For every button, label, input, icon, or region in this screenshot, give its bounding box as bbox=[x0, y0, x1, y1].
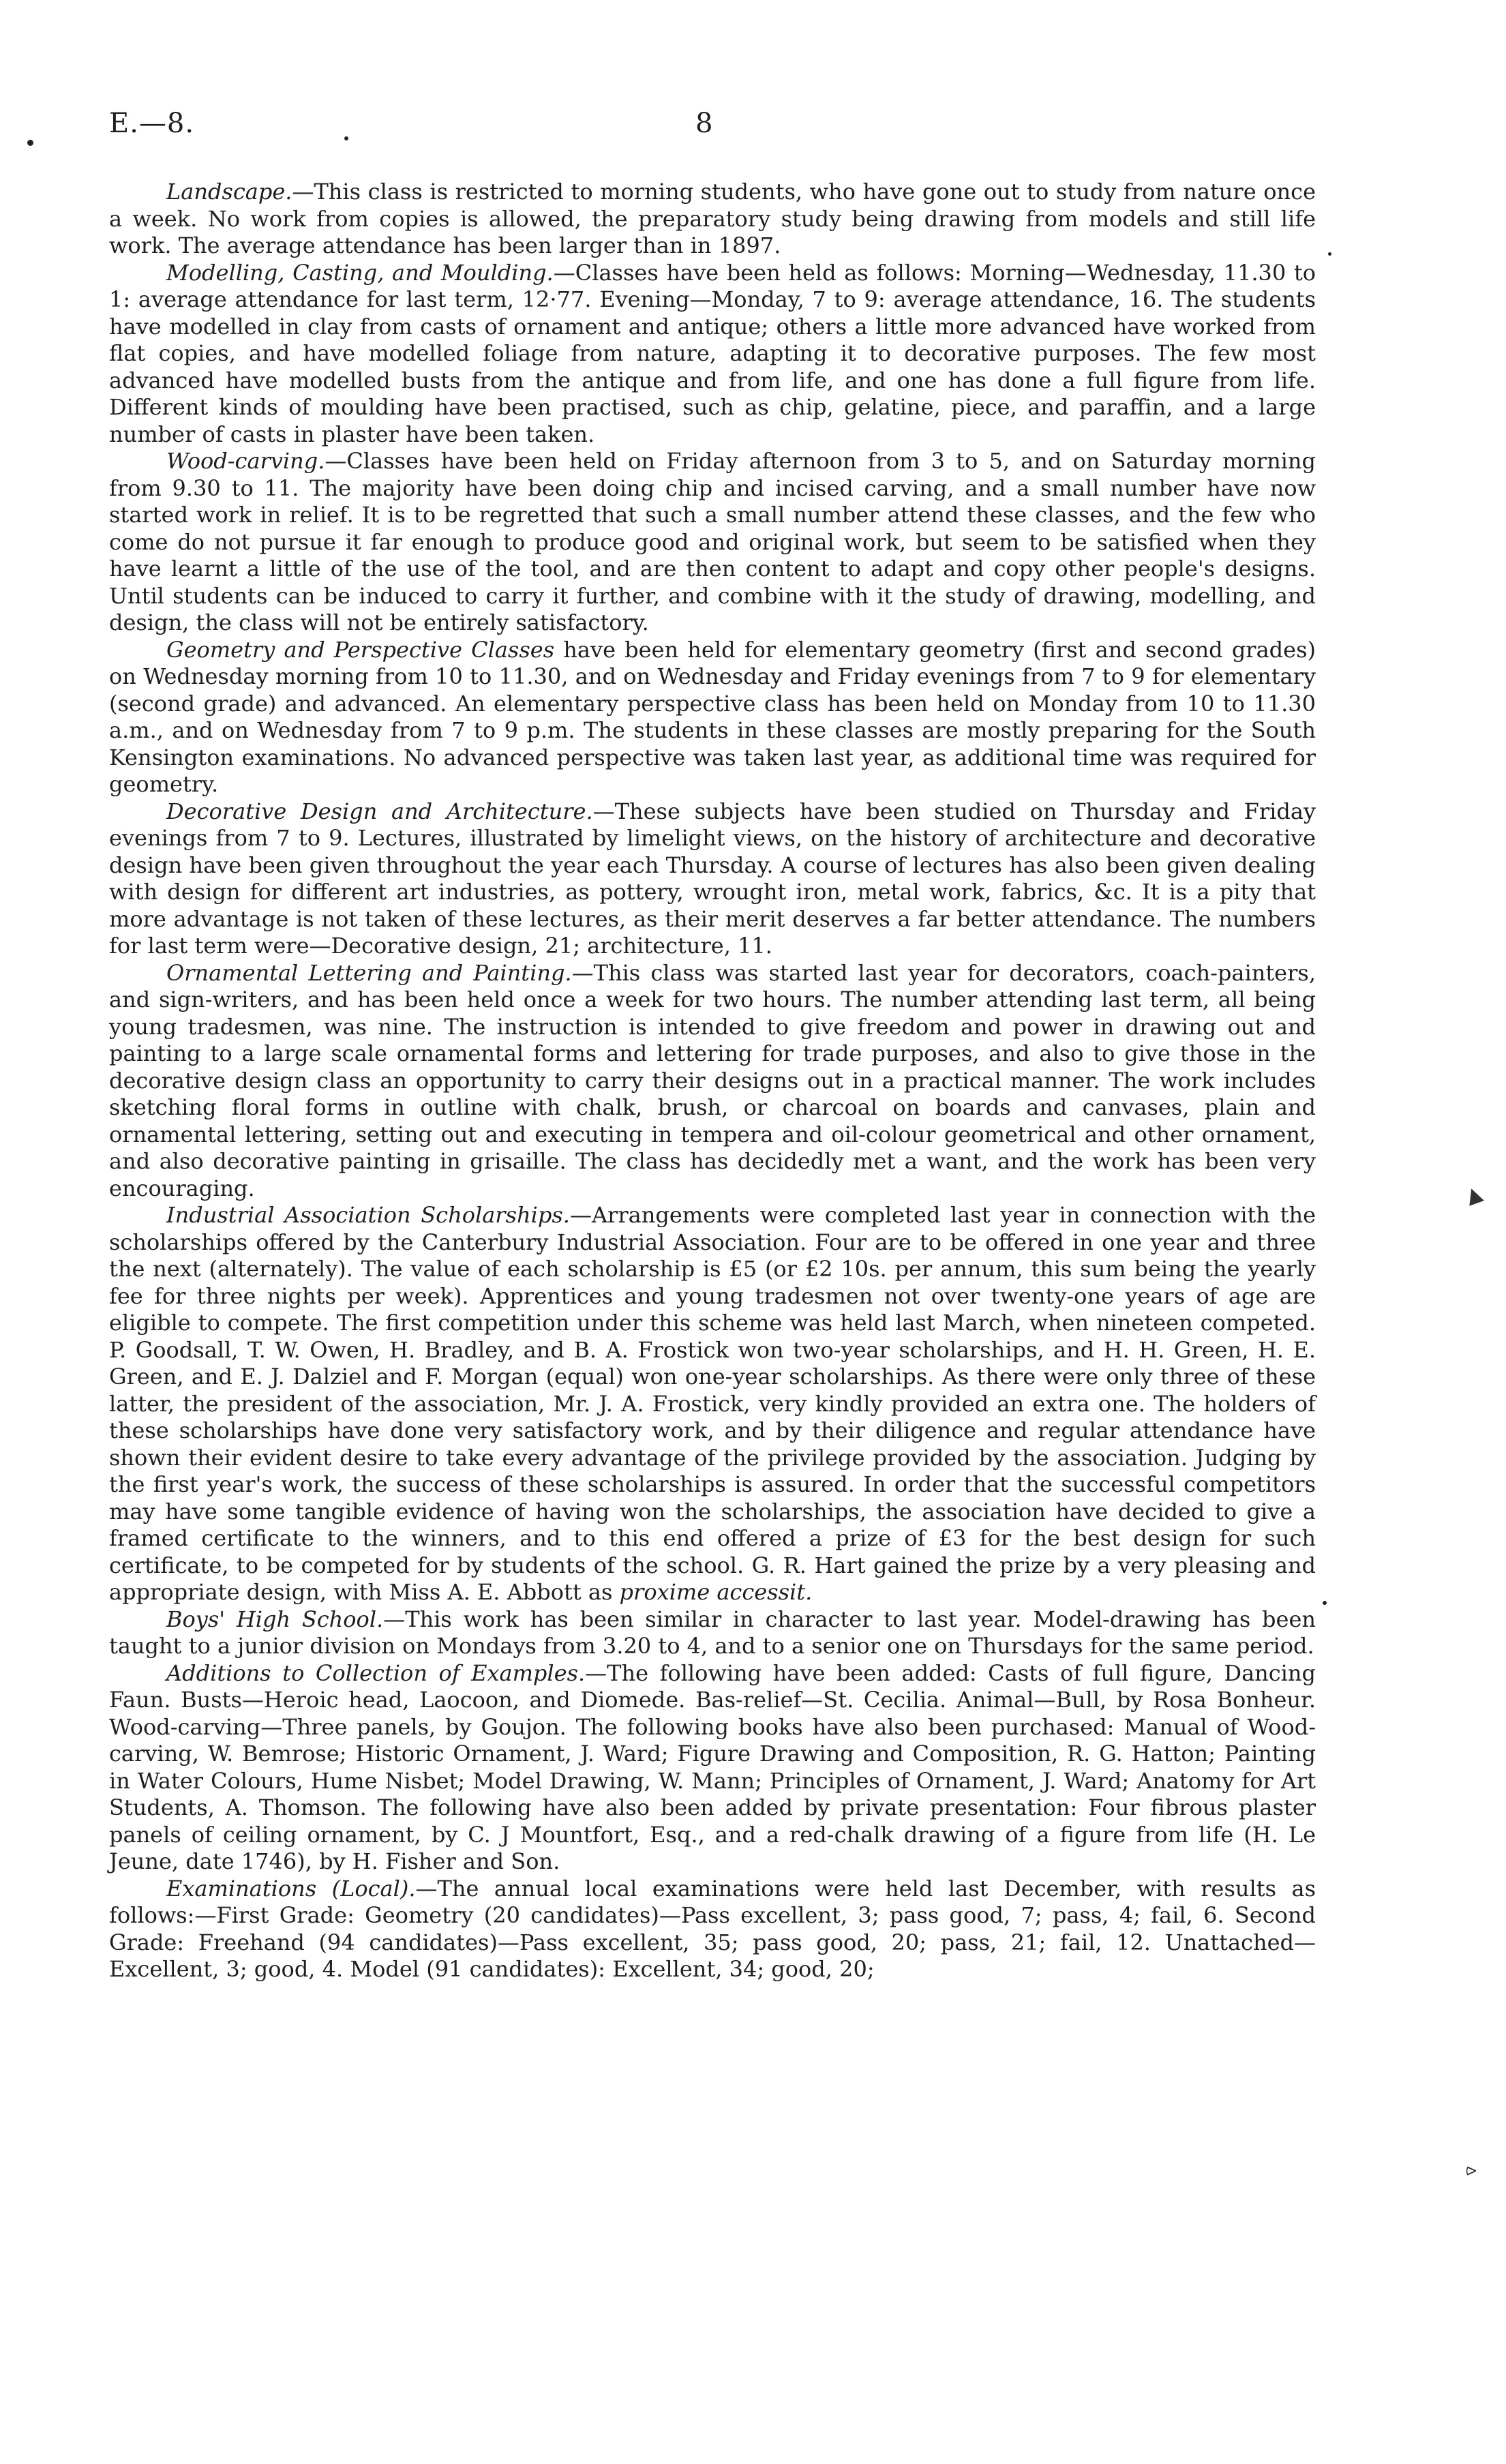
section-text: —This class is restricted to morning students, who have gone out to study from nature once a week. No work from copies is allowed, the preparatory study being drawing from models and still life work. The average attendance has been larger than in 1897. bbox=[109, 179, 1316, 258]
section-heading: Modelling, Casting, and Moulding. bbox=[166, 259, 554, 286]
paragraph-examinations bbox=[109, 1876, 1316, 1983]
print-speck bbox=[1328, 252, 1331, 256]
paragraph-decorative-design bbox=[109, 798, 1316, 960]
print-speck bbox=[27, 140, 33, 146]
section-heading: Geometry and Perspective Classes bbox=[166, 636, 555, 663]
section-heading: Industrial Association Scholarships. bbox=[166, 1202, 570, 1228]
paragraph-wood-carving bbox=[109, 448, 1316, 637]
section-heading: Boys' High School. bbox=[166, 1606, 384, 1632]
paragraph-lettering bbox=[109, 960, 1316, 1203]
section-heading: Landscape. bbox=[166, 179, 292, 205]
section-heading: Decorative Design and Architecture. bbox=[166, 798, 593, 824]
page-header bbox=[102, 108, 1398, 149]
section-heading: Additions to Collection of Examples. bbox=[166, 1659, 586, 1686]
section-heading: Examinations (Local). bbox=[166, 1875, 416, 1902]
print-speck bbox=[344, 136, 348, 140]
paragraph-boys-high-school bbox=[109, 1606, 1316, 1660]
section-text: —The following have been added: Casts of full figure, Dancing Faun. Busts—Heroic head, Laocoon, and Diomede. Bas-relief—St. Cecilia. Animal—Bull, by Rosa Bonheur. Wood-carving—Three panels, by Goujon. The following books have also been purchased: Manual of Wood-carving, W. Bemrose; Historic Ornament, J. Ward; Figure Drawing and Composition, R. G. Hatton; Painting in Water Colours, Hume Nisbet; Model Drawing, W. Mann; Principles of Ornament, J. Ward; Anatomy for Art Students, A. Thomson. The following have also been added by private presentation: Four fibrous plaster panels of ceiling ornament, by C. J Mountfort, Esq., and a red-chalk drawing of a figure from life (H. Le Jeune, date 1746), by H. Fisher and Son. bbox=[109, 1659, 1316, 1874]
margin-mark: ⪧ bbox=[1466, 2158, 1477, 2180]
page-number: 8 bbox=[695, 108, 713, 139]
section-text: —This class was started last year for decorators, coach-painters, and sign-writers, and has been held once a week for two hours. The number attending last term, all being young tradesmen, was nine. The instruction is intended to give freedom and power in drawing out and painting to a large scale ornamental forms and lettering for trade purposes, and also to give those in the decorative design class an opportunity to carry their designs out in a practical manner. The work includes sketching floral forms in outline with chalk, brush, or charcoal on boards and canvases, plain and ornamental lettering, setting out and executing in tempera and oil-colour geometrical and other ornament, and also decorative painting in grisaille. The class has decidedly met a want, and the work has been very encouraging. bbox=[109, 959, 1316, 1201]
document-reference: E.—8. bbox=[109, 108, 195, 139]
print-speck bbox=[1323, 1601, 1327, 1605]
section-text: —These subjects have been studied on Thursday and Friday evenings from 7 to 9. Lectures, illustrated by limelight views, on the history of architecture and decorative design have been given throughout the year each Thursday. A course of lectures has also been given dealing with design for different art industries, as pottery, wrought iron, metal work, fabrics, &c. It is a pity that more advantage is not taken of these lectures, as their merit deserves a far better attendance. The numbers for last term were—Decorative design, 21; architecture, 11. bbox=[109, 798, 1316, 959]
document-body bbox=[109, 179, 1316, 1983]
section-text: —The annual local examinations were held last December, with results as follows:—First Grade: Geometry (20 candidates)—Pass excellent, 3; pass good, 7; pass, 4; fail, 6. Second Grade: Freehand (94 candidates)—Pass excellent, 35; pass good, 20; pass, 21; fail, 12. Unattached—Excellent, 3; good, 4. Model (91 candidates): Excellent, 34; good, 20; bbox=[109, 1875, 1316, 1982]
section-text: —This work has been similar in character to last year. Model-drawing has been taught to a junior division on Mondays from 3.20 to 4, and to a senior one on Thursdays for the same period. bbox=[109, 1606, 1316, 1659]
paragraph-landscape bbox=[109, 179, 1316, 260]
paragraph-geometry bbox=[109, 637, 1316, 798]
section-italic-tail: proxime accessit. bbox=[619, 1579, 813, 1605]
section-text: —Arrangements were completed last year in connection with the scholarships offered by the Canterbury Industrial Association. Four are to be offered in one year and three the next (alternately). The value of each scholarship is £5 (or £2 10s. per annum, this sum being the yearly fee for three nights per week). Apprentices and young tradesmen not over twenty-one years of age are eligible to compete. The first competition under this scheme was held last March, when nineteen competed. P. Goodsall, T. W. Owen, H. Bradley, and B. A. Frostick won two-year scholarships, and H. H. Green, H. E. Green, and E. J. Dalziel and F. Morgan (equal) won one-year scholarships. As there were only three of these latter, the president of the association, Mr. J. A. Frostick, very kindly provided an extra one. The holders of these scholarships have done very satisfactory work, and by their diligence and regular attendance have shown their evident desire to take every advantage of the privilege provided by the association. Judging by the first year's work, the success of these scholarships is assured. In order that the successful competitors may have some tangible evidence of having won the scholarships, the association have decided to give a framed certificate to the winners, and to this end offered a prize of £3 for the best design for such certificate, to be competed for by students of the school. G. R. Hart gained the prize by a very pleasing and appropriate design, with Miss A. E. Abbott as bbox=[109, 1202, 1316, 1605]
section-heading: Wood-carving. bbox=[166, 448, 325, 474]
section-text: —Classes have been held on Friday afternoon from 3 to 5, and on Saturday morning from 9.30 to 11. The majority have been doing chip and incised carving, and a small number have now started work in relief. It is to be regretted that such a small number attend these classes, and the few who come do not pursue it far enough to produce good and original work, but seem to be satisfied when they have learnt a little of the use of the tool, and are then content to adapt and copy other people's designs. Until students can be induced to carry it further, and combine with it the study of drawing, modelling, and design, the class will not be entirely satisfactory. bbox=[109, 448, 1316, 635]
paragraph-modelling bbox=[109, 260, 1316, 449]
paragraph-additions bbox=[109, 1660, 1316, 1876]
margin-mark: ▲ bbox=[1462, 1181, 1486, 1209]
section-text: have been held for elementary geometry (first and second grades) on Wednesday morning from 10 to 11.30, and on Wednesday and Friday evenings from 7 to 9 for elementary (second grade) and advanced. An elementary perspective class has been held on Monday from 10 to 11.30 a.m., and on Wednesday from 7 to 9 p.m. The students in these classes are mostly preparing for the South Kensington examinations. No advanced perspective was taken last year, as additional time was required for geometry. bbox=[109, 636, 1316, 797]
section-text: —Classes have been held as follows: Morning—Wednesday, 11.30 to 1: average attendance for last term, 12·77. Evening—Monday, 7 to 9: average attendance, 16. The students have modelled in clay from casts of ornament and antique; others a little more advanced have worked from flat copies, and have modelled foliage from nature, adapting it to decorative purposes. The few most advanced have modelled busts from the antique and from life, and one has done a full figure from life. Different kinds of moulding have been practised, such as chip, gelatine, piece, and paraffin, and a large number of casts in plaster have been taken. bbox=[109, 259, 1316, 447]
section-heading: Ornamental Lettering and Painting. bbox=[166, 959, 572, 986]
paragraph-scholarships bbox=[109, 1202, 1316, 1606]
